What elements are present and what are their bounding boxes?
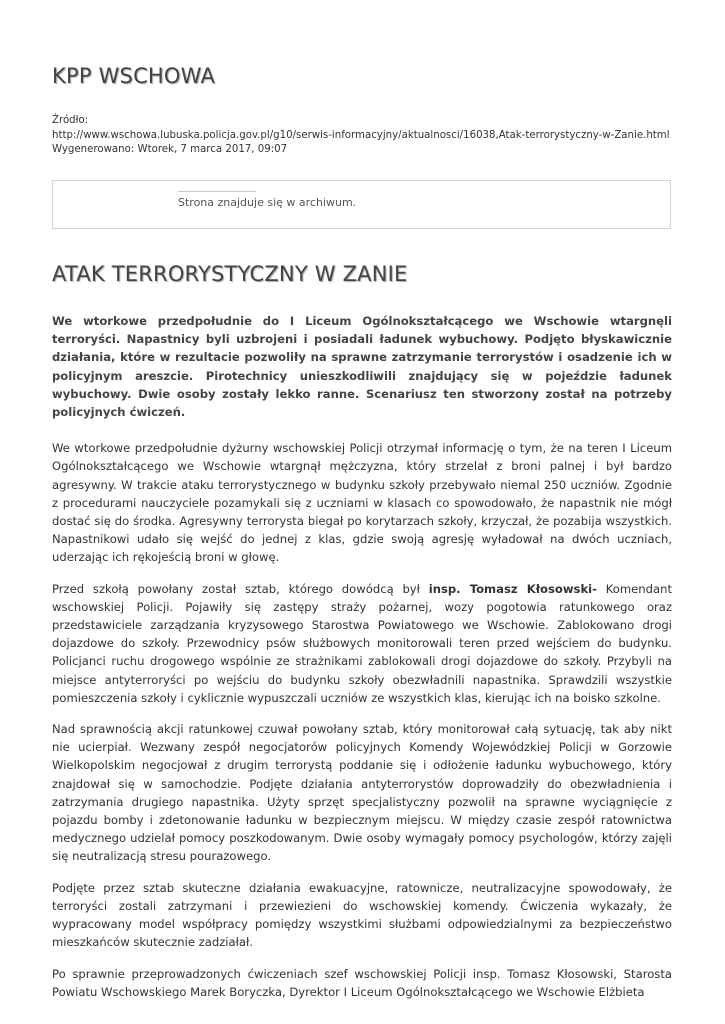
article-lead: We wtorkowe przedpołudnie do I Liceum Ogólnokształcącego we Wschowie wtargnęli terroryści. Napastnicy byli uzbrojeni i posiadali ładunek wybuchowy. Podjęto błyskawicznie działania, które w rezultacie pozwoliły na sprawne zatrzymanie terrorystów i osadzenie ich w policyjnym areszcie. Pirotechnicy unieszkodliwili znajdujący się w pojeździe ładunek wybuchowy. Dwie osoby zostały lekko ranne. Scenariusz ten stworzony został na potrzeby policyjnych ćwiczeń. <box>52 314 672 420</box>
article-paragraph-5: Po sprawnie przeprowadzonych ćwiczeniach szef wschowskiej Policji insp. Tomasz Kłosowski, Starosta Powiatu Wschowskiego Marek Boryczka, Dyrektor I Liceum Ogólnokształcącego we Wschowie Elżbieta <box>52 966 672 999</box>
generated-date: Wygenerowano: Wtorek, 7 marca 2017, 09:07 <box>52 144 288 155</box>
source-url[interactable]: http://www.wschowa.lubuska.policja.gov.pl/g10/serwis-informacyjny/aktualnosci/16038,Atak-terrorystyczny-w-Zanie.html <box>52 129 670 141</box>
article-paragraph-3: Nad sprawnością akcji ratunkowej czuwał powołany sztab, który monitorował całą sytuację, tak aby nikt nie ucierpiał. Wezwany zespół negocjatorów policyjnych Komendy Wojewódzkiej Policji w Gorzowie Wielkopolskim negocjował z drugim terrorystą poddanie się i odłożenie ładunku wybuchowego, który znajdował się w samochodzie. Podjęte działania antyterrorystów doprowadziły do obezwładnienia i zatrzymania drugiego napastnika. Użyty sprzęt specjalistyczny pozwolił na sprawne wyciągnięcie z pojazdu bomby i zdetonowanie ładunku w bezpiecznym miejscu. W między czasie zespół ratownictwa medycznego udzielał pomocy poszkodowanym. Dwie osoby wymagały pomocy psychologów, którzy zajęli się neutralizacją stresu pourazowego. <box>52 722 672 864</box>
paragraph-2-rest: Komendant wschowskiej Policji. Pojawiły się zastępy straży pożarnej, wozy pogotowia ratunkowego oraz przedstawiciele zarządzania kryzysowego Starostwa Powiatowego we Wschowie. Zablokowano drogi dojazdowe do szkoły. Przewodnicy psów służbowych monitorowali teren przed wejściem do budynku. Policjanci ruchu drogowego wspólnie ze strażnikami zablokowali drogi dojazdowe do szkoły. Przybyli na miejsce antyterroryści po wejściu do budynku szkoły obezwładnili napastnika. Sprawdzili wszystkie pomieszczenia szkoły i cyklicznie wypuszczali uczniów ze wszystkich klas, kierując ich na boisko szkolne. <box>52 581 672 705</box>
archive-notice <box>52 180 671 229</box>
archive-notice-text: Strona znajduje się w archiwum. <box>178 196 357 209</box>
source-meta <box>52 114 670 158</box>
archive-divider <box>178 191 256 192</box>
article-title: ATAK TERRORYSTYCZNY W ZANIE <box>52 262 408 286</box>
article-paragraph-2 <box>52 580 672 707</box>
article-body <box>52 312 672 1014</box>
article-paragraph-1: We wtorkowe przedpołudnie dyżurny wschowskiej Policji otrzymał informację o tym, że na teren I Liceum Ogólnokształcącego we Wschowie wtargnął mężczyzna, który strzelał z broni palnej i był bardzo agresywny. W trakcie ataku terrorystycznego w budynku szkoły przebywało niemal 250 uczniów. Zgodnie z procedurami nauczyciele pozamykali się z uczniami w klasach co spowodowało, że napastnik nie mógł dostać się do środka. Agresywny terrorysta biegał po korytarzach szkoły, krzyczał, że pozabija wszystkich. Napastnikowi udało się wejść do jednej z klas, gdzie swoją agresję wyładował na dwóch uczniach, uderzając ich rękojeścią broni w głowę. <box>52 441 672 565</box>
article-paragraph-4: Podjęte przez sztab skuteczne działania ewakuacyjne, ratownicze, neutralizacyjne spowodowały, że terroryści zostali zatrzymani i przewiezieni do wschowskiej komendy. Ćwiczenia wykazały, że wypracowany model współpracy pomiędzy wszystkimi służbami odpowiedzialnymi za bezpieczeństwo mieszkańców skutecznie zadziałał. <box>52 880 672 950</box>
paragraph-2-intro: Przed szkołą powołany został sztab, którego dowódcą był <box>52 581 429 596</box>
commander-name: insp. Tomasz Kłosowski- <box>428 581 597 596</box>
source-label: Źródło: <box>52 115 89 126</box>
site-title: KPP WSCHOWA <box>52 64 216 88</box>
